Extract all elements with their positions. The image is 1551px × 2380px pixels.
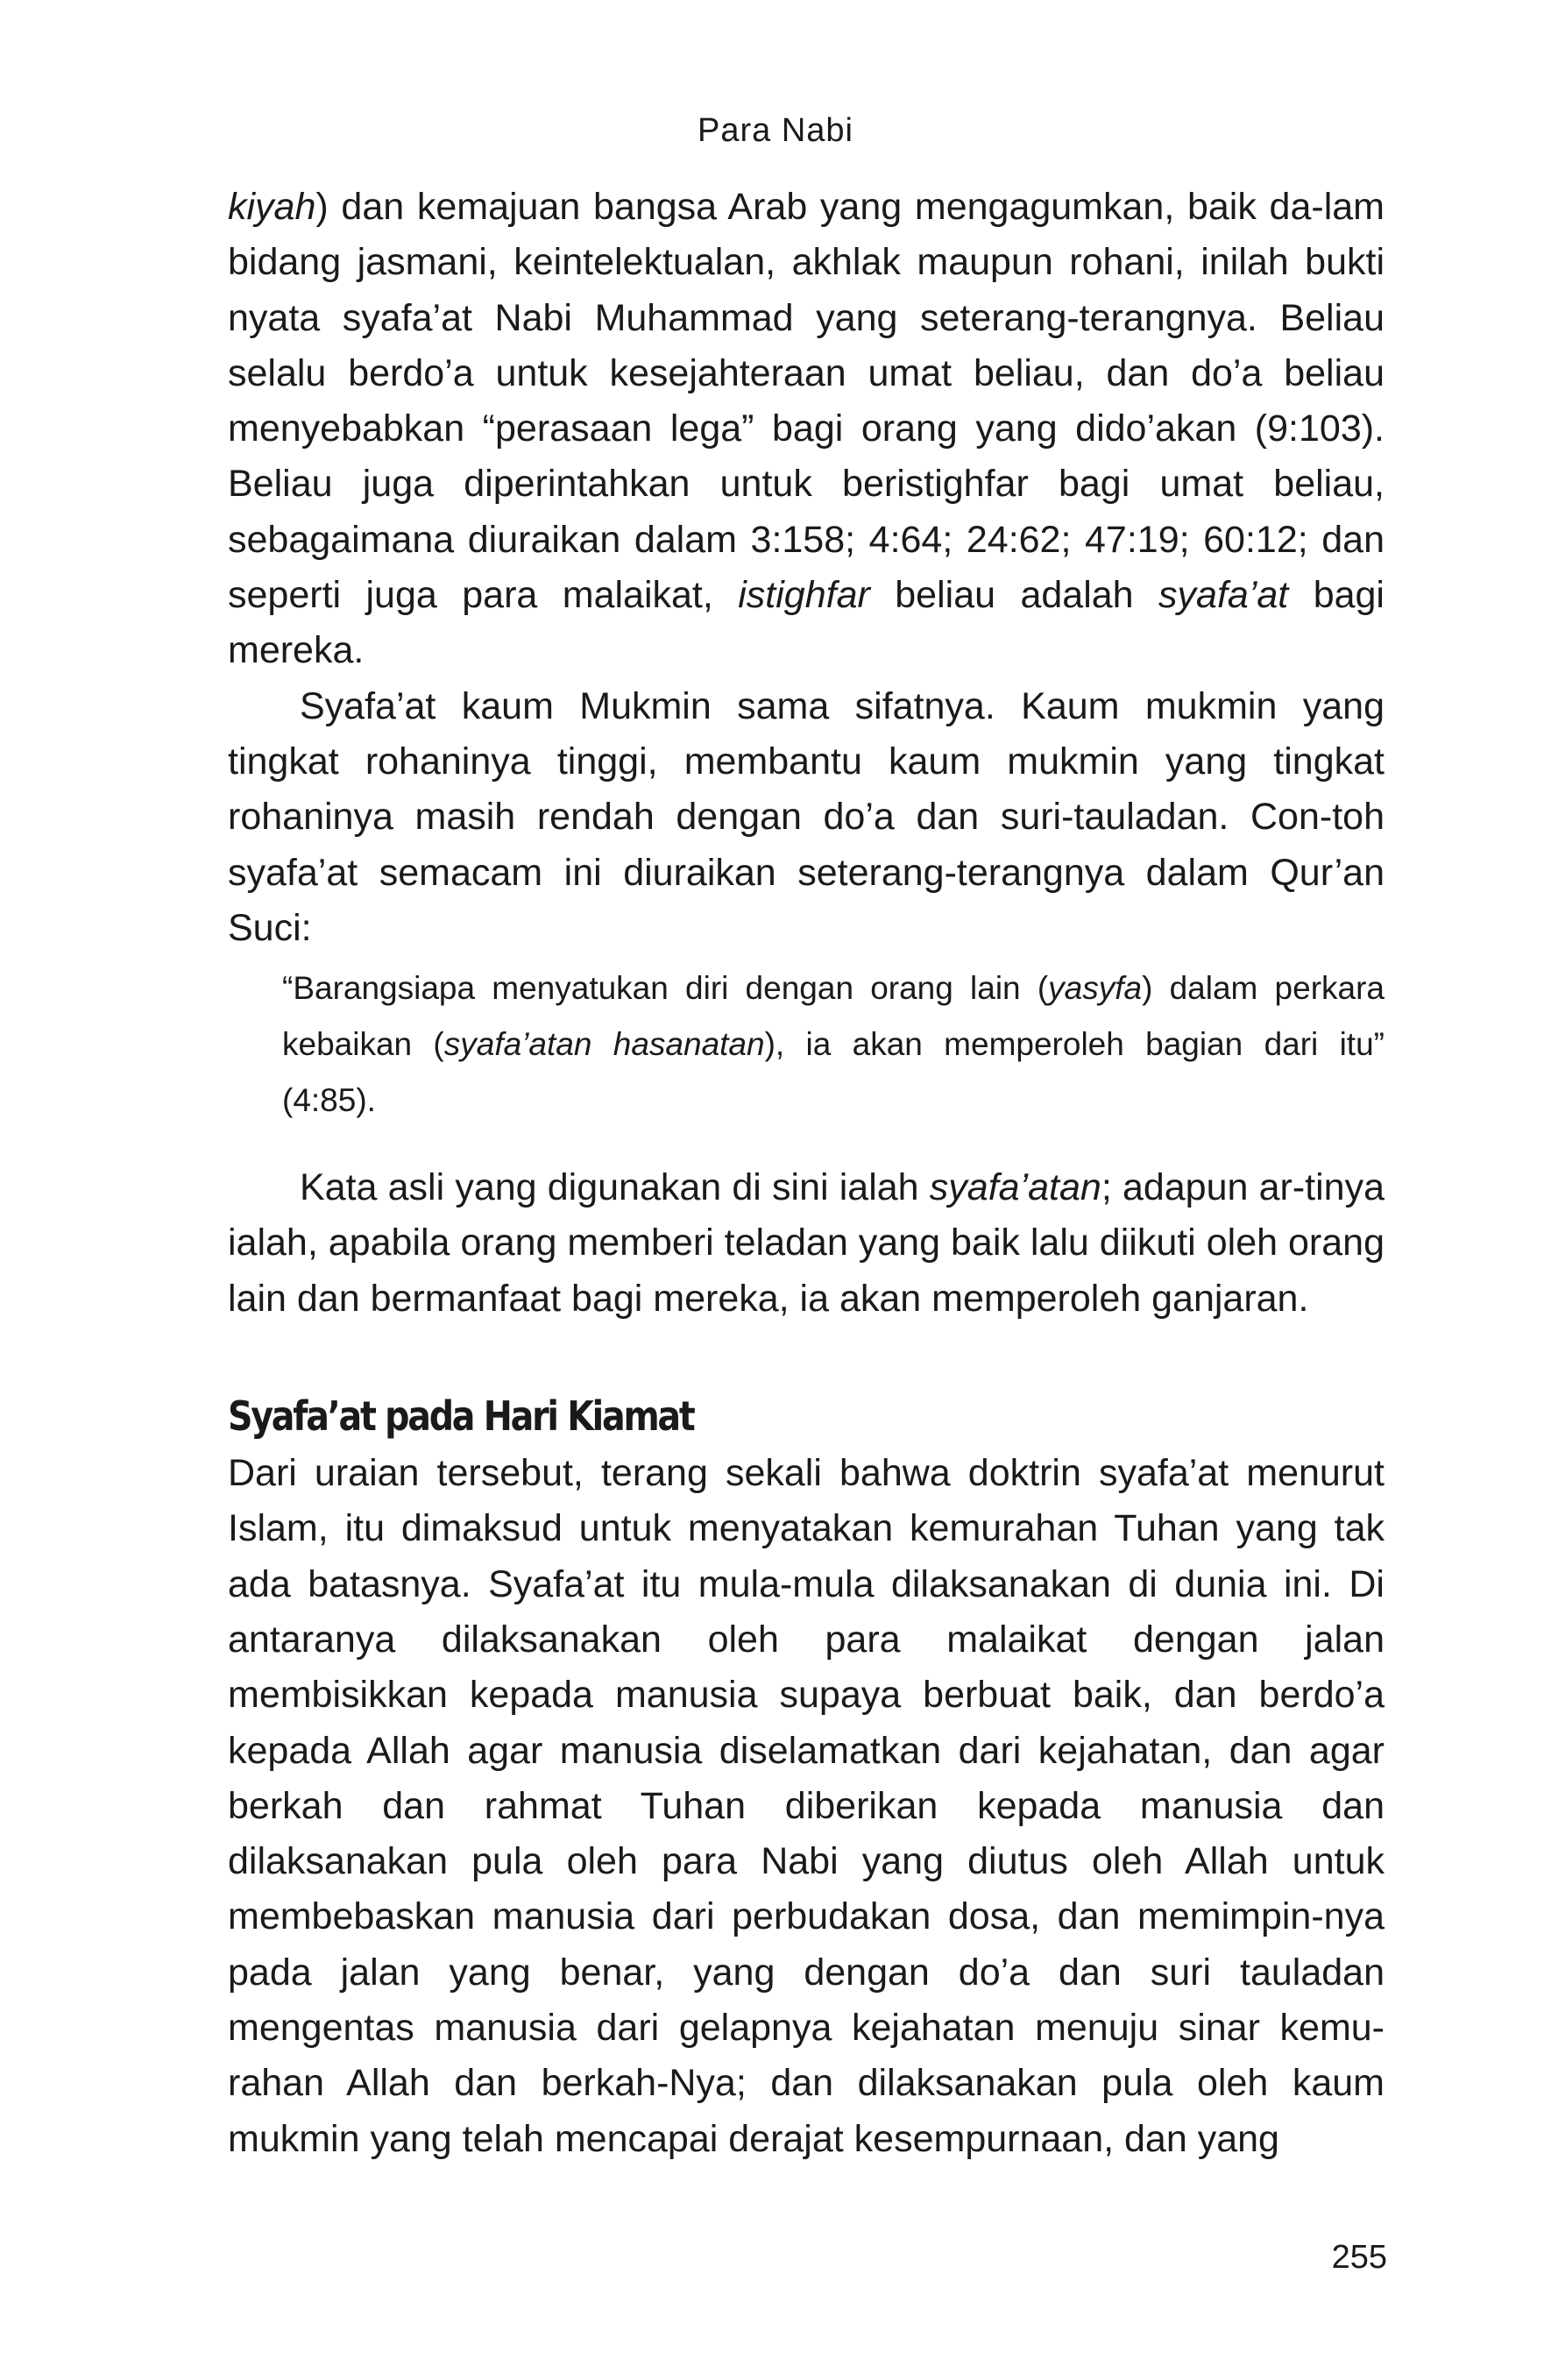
paragraph-text: Kata asli yang digunakan di sini ialah (300, 1166, 930, 1209)
paragraph-3 (228, 1160, 1385, 1327)
italic-term: syafa’atan hasanatan (443, 1026, 765, 1063)
paragraph-2: Syafa’at kaum Mukmin sama sifatnya. Kaum mukmin yang tingkat rohaninya tinggi, membantu kaum mukmin yang tingkat rohaninya masih rendah dengan do’a dan suri-tauladan. Con-toh syafa’at semacam ini diuraikan seterang-terangnya dalam Qur’an Suci: (228, 684, 1385, 949)
italic-term: syafa’at (1158, 574, 1289, 617)
paragraph-text: bagi mereka. (228, 574, 1385, 672)
paragraph-text: beliau adalah (869, 574, 1159, 617)
page-number: 255 (1331, 2239, 1387, 2276)
running-header: Para Nabi (698, 112, 853, 149)
quote-text: ) dalam perkara kebaikan ( (282, 970, 1385, 1063)
paragraph-text: ) dan kemajuan bangsa Arab yang mengagumkan, baik da-lam bidang jasmani, keintelektualan, akhlak maupun rohani, inilah bukti nyata syafa’at Nabi Muhammad yang seterang-terangnya. Beliau selalu berdo’a untuk kesejahteraan umat beliau, dan do’a beliau menyebabkan “perasaan lega” bagi orang yang dido’akan (9:103). Beliau juga diperintahkan untuk beristighfar bagi umat beliau, sebagaimana diuraikan dalam 3:158; 4:64; 24:62; 47:19; 60:12; dan seperti juga para malaikat, (228, 186, 1385, 617)
page-body (228, 180, 1385, 2167)
paragraph-text: ; adapun ar-tinya ialah, apabila orang memberi teladan yang baik lalu diikuti oleh orang lain dan bermanfaat bagi mereka, ia akan memperoleh ganjaran. (228, 1166, 1385, 1320)
italic-term: syafa’atan (929, 1166, 1101, 1209)
quote-text: “Barangsiapa menyatukan diri dengan orang lain ( (282, 970, 1049, 1007)
italic-term: kiyah (228, 186, 316, 228)
paragraph-1 (228, 180, 1385, 679)
quote-text: ), ia akan memperoleh bagian dari itu” (4:85). (282, 1026, 1385, 1119)
italic-term: yasyfa (1048, 970, 1143, 1007)
block-quote (282, 960, 1385, 1129)
italic-term: istighfar (738, 574, 870, 617)
paragraph-4: Dari uraian tersebut, terang sekali bahwa doktrin syafa’at menurut Islam, itu dimaksud untuk menyatakan kemurahan Tuhan yang tak ada batasnya. Syafa’at itu mula-mula dilaksanakan di dunia ini. Di antaranya dilaksanakan oleh para malaikat dengan jalan membisikkan kepada manusia supaya berbuat baik, dan berdo’a kepada Allah agar manusia diselamatkan dari kejahatan, dan agar berkah dan rahmat Tuhan diberikan kepada manusia dan dilaksanakan pula oleh para Nabi yang diutus oleh Allah untuk membebaskan manusia dari perbudakan dosa, dan memimpin-nya pada jalan yang benar, yang dengan do’a dan suri tauladan mengentas manusia dari gelapnya kejahatan menuju sinar kemu-rahan Allah dan berkah-Nya; dan dilaksanakan pula oleh kaum mukmin yang telah mencapai derajat kesempurnaan, dan yang (228, 1452, 1385, 2160)
section-heading: Syafa’at pada Hari Kiamat (228, 1392, 694, 1441)
